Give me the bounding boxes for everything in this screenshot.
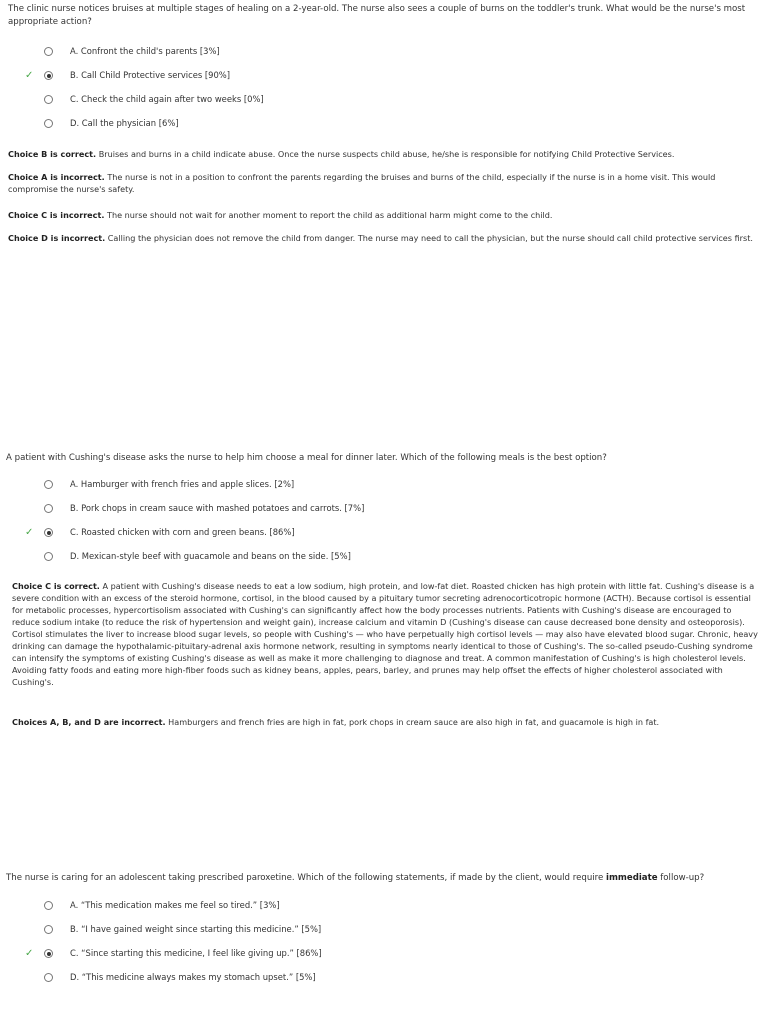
explanation-heading: Choice B is correct.	[8, 149, 97, 159]
explanation-heading: Choice D is incorrect.	[8, 233, 106, 243]
option-label: B. Pork chops in cream sauce with mashed potatoes and carrots. [7%]	[70, 503, 365, 513]
option-d[interactable]	[0, 971, 768, 987]
radio-icon[interactable]	[44, 925, 53, 934]
option-label: C. Check the child again after two weeks [0%]	[70, 94, 264, 104]
checkmark-icon: ✓	[25, 948, 34, 959]
explanation-heading: Choice A is incorrect.	[8, 172, 105, 182]
question-3-text	[6, 872, 758, 885]
question-1-explanation-c	[8, 209, 760, 221]
checkmark-icon: ✓	[25, 70, 34, 81]
explanation-body: Calling the physician does not remove the child from danger. The nurse may need to call the physician, but the nurse should call child protective services first.	[105, 233, 753, 243]
option-b[interactable]	[0, 502, 768, 518]
option-c[interactable]	[0, 947, 768, 963]
question-3-text-end: follow-up?	[657, 873, 705, 883]
checkmark-icon: ✓	[25, 527, 34, 538]
explanation-body: The nurse is not in a position to confront the parents regarding the bruises and burns of the child, especially if the nurse is in a home visit. This would compromise the nurse's safety.	[8, 172, 716, 194]
question-1-explanation-d	[8, 232, 760, 244]
option-label: D. Call the physician [6%]	[70, 118, 179, 128]
option-c[interactable]	[0, 526, 768, 542]
option-d[interactable]	[0, 117, 768, 133]
radio-icon[interactable]	[44, 480, 53, 489]
radio-icon[interactable]	[44, 973, 53, 982]
option-b[interactable]	[0, 69, 768, 85]
option-label: A. Hamburger with french fries and apple slices. [2%]	[70, 479, 295, 489]
option-label: D. “This medicine always makes my stomach upset.” [5%]	[70, 972, 316, 982]
radio-icon[interactable]	[44, 95, 53, 104]
option-label: C. “Since starting this medicine, I feel like giving up.” [86%]	[70, 948, 322, 958]
radio-icon[interactable]	[44, 71, 53, 80]
explanation-body: Hamburgers and french fries are high in fat, pork chops in cream sauce are also high in fat, and guacamole is high in fat.	[165, 717, 660, 727]
option-label: B. “I have gained weight since starting this medicine.” [5%]	[70, 924, 322, 934]
option-a[interactable]	[0, 899, 768, 915]
radio-icon[interactable]	[44, 504, 53, 513]
question-2-text: A patient with Cushing's disease asks the nurse to help him choose a meal for dinner later. Which of the following meals is the best option?	[6, 453, 607, 463]
question-2-explanation-abd	[12, 716, 760, 728]
option-label: B. Call Child Protective services [90%]	[70, 70, 231, 80]
radio-icon[interactable]	[44, 119, 53, 128]
option-a[interactable]	[0, 45, 768, 61]
option-label: A. “This medication makes me feel so tired.” [3%]	[70, 900, 280, 910]
option-b[interactable]	[0, 923, 768, 939]
question-2-explanation-c	[12, 580, 760, 688]
question-3-text-start: The nurse is caring for an adolescent taking prescribed paroxetine. Which of the following statements, if made by the client, would require	[6, 873, 607, 883]
radio-icon[interactable]	[44, 528, 53, 537]
option-label: A. Confront the child's parents [3%]	[70, 46, 220, 56]
explanation-body: The nurse should not wait for another moment to report the child as additional harm might come to the child.	[104, 210, 553, 220]
option-label: C. Roasted chicken with corn and green beans. [86%]	[70, 527, 295, 537]
question-1-explanation-b	[8, 148, 760, 160]
radio-icon[interactable]	[44, 47, 53, 56]
option-c[interactable]	[0, 93, 768, 109]
option-label: D. Mexican-style beef with guacamole and beans on the side. [5%]	[70, 551, 351, 561]
radio-icon[interactable]	[44, 901, 53, 910]
question-3-emphasis: immediate	[606, 873, 658, 883]
explanation-heading: Choice C is correct.	[12, 581, 100, 591]
option-d[interactable]	[0, 550, 768, 566]
radio-icon[interactable]	[44, 552, 53, 561]
explanation-heading: Choice C is incorrect.	[8, 210, 105, 220]
radio-icon[interactable]	[44, 949, 53, 958]
question-1-explanation-a	[8, 171, 760, 195]
explanation-body: Bruises and burns in a child indicate abuse. Once the nurse suspects child abuse, he/she is responsible for notifying Child Protective Services.	[96, 149, 675, 159]
explanation-heading: Choices A, B, and D are incorrect.	[12, 717, 166, 727]
explanation-body: A patient with Cushing's disease needs to eat a low sodium, high protein, and low-fat diet. Roasted chicken has high protein with little fat. Cushing's disease is a severe condition with an excess of the steroid hormone, cortisol, in the blood caused by a pituitary tumor secreting adrenocorticotropic hormone (ACTH). Because cortisol is essential for metabolic processes, hypercortisolism associated with Cushing's can significantly affect how the body processes nutrients. Patients with Cushing's disease are encouraged to reduce sodium intake (to reduce the risk of hypertension and weight gain), increase calcium and vitamin D (Cushing's disease can cause decreased bone density and osteoporosis). Cortisol stimulates the liver to increase blood sugar levels, so people with Cushing's — who have perpetually high cortisol levels — may also have elevated blood sugar. Chronic, heavy drinking can damage the hypothalamic-pituitary-adrenal axis hormone network, resulting in symptoms nearly identical to those of Cushing's. The so-called pseudo-Cushing syndrome can intensify the symptoms of existing Cushing's disease as well as make it more challenging to diagnose and treat. A common manifestation of Cushing's is high cholesterol levels. Avoiding fatty foods and eating more high-fiber foods such as kidney beans, apples, pears, barley, and prunes may help offset the effects of higher cholesterol associated with Cushing's.	[12, 581, 758, 687]
question-1-text: The clinic nurse notices bruises at multiple stages of healing on a 2-year-old. The nurse also sees a couple of burns on the toddler's trunk. What would be the nurse's most appropriate action?	[8, 4, 746, 27]
option-a[interactable]	[0, 478, 768, 494]
